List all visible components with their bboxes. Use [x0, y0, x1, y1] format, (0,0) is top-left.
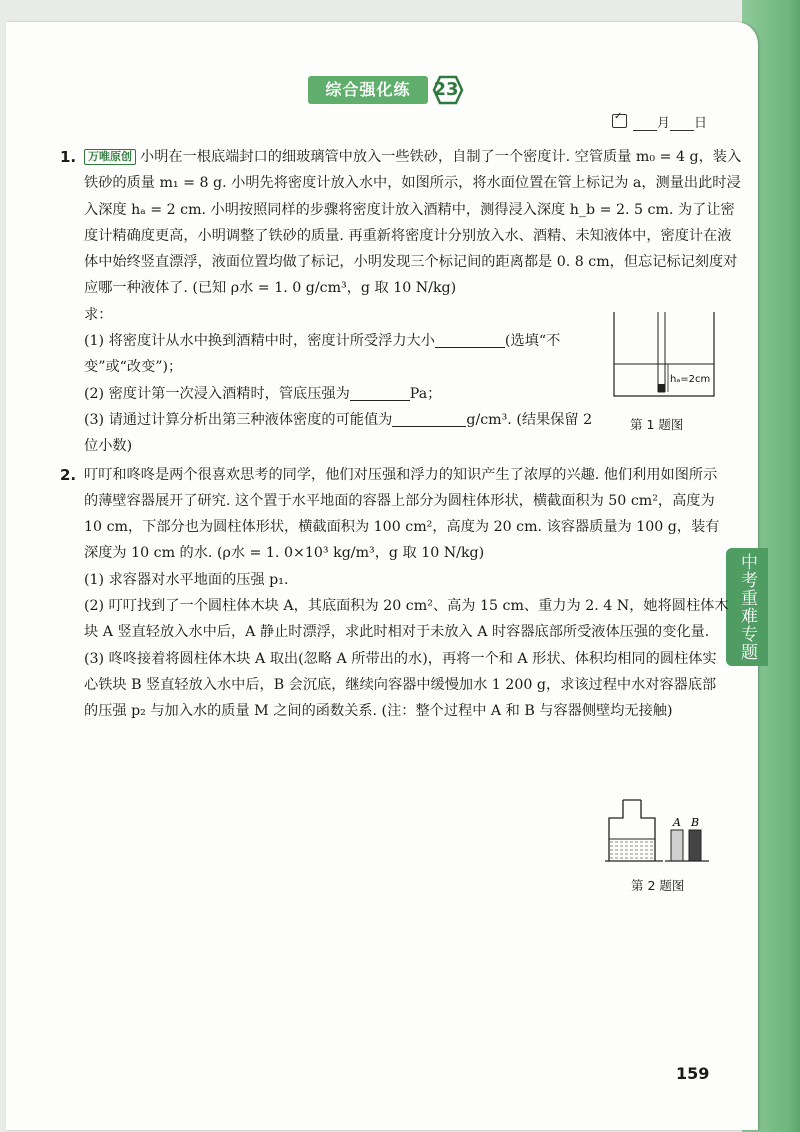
question-2-part-1: (1) 求容器对水平地面的压强 p₁. — [84, 571, 289, 588]
part-1-text: (1) 将密度计从水中换到酒精中时，密度计所受浮力大小 — [84, 333, 435, 350]
part-2-text: (2) 密度计第一次浸入酒精时，管底压强为 — [84, 385, 350, 402]
original-badge: 万唯原创 — [84, 149, 136, 165]
question-number: 2. — [60, 465, 77, 484]
question-2-text: 叮叮和咚咚是两个很喜欢思考的同学，他们对压强和浮力的知识产生了浓厚的兴趣. 他们利用如图所示的薄壁容器展开了研究. 这个置于水平地面的容器上部分为圆柱体形状，横截面积为 50 cm²，高度为 10 cm，下部分也为圆柱体形状，横截面积为 100 cm²，高度为 20 cm. 该容器质量为 100 g，装有深度为 10 cm 的水. (ρ水 = 1. 0×10³ kg/m³，g 取 10 N/kg) — [84, 466, 720, 562]
answer-blank-1[interactable] — [435, 331, 505, 348]
section-number-badge — [428, 72, 464, 108]
part-2-text-tail: Pa； — [409, 385, 442, 402]
part-3-text-tail: g/cm³. (结果保留 2 位小数) — [84, 411, 593, 455]
side-tab: 中考重难专题 — [726, 548, 768, 666]
figure-1-caption: 第 1 题图 — [630, 417, 684, 432]
question-1-part-1 — [84, 328, 604, 381]
day-label: 日 — [694, 116, 708, 131]
label-a: A — [673, 816, 681, 829]
question-1-stem — [84, 144, 744, 302]
day-blank — [670, 118, 694, 131]
section-number: 23 — [433, 79, 459, 100]
figure-2-caption: 第 2 题图 — [631, 878, 685, 893]
label-b: B — [691, 816, 700, 829]
answer-blank-3[interactable] — [392, 410, 466, 427]
date-field — [612, 112, 707, 131]
calendar-check-icon — [612, 114, 627, 128]
question-1-text: 小明在一根底端封口的细玻璃管中放入一些铁砂，自制了一个密度计. 空管质量 m₀ = 4 g，装入铁砂的质量 m₁ = 8 g. 小明先将密度计放入水中，如图所示，将水面位置在管上标记为 a，测量出此时浸入深度 hₐ = 2 cm. 小明按照同样的步骤将密度计放入酒精中，测得浸入深度 h_b = 2. 5 cm. 为了让密度计精确度更高，小明调整了铁砂的质量. 再重新将密度计分别放入水、酒精、未知液体中，密度计在液体中始终竖直漂浮，液面位置均做了标记，小明发现三个标记间的距离都是 0. 8 cm，但忘记标记刻度对应哪一种液体了. (已知 ρ水 = 1. 0 g/cm³，g 取 10 N/kg) — [84, 149, 742, 297]
section-title: 综合强化练 — [308, 76, 428, 104]
question-number: 1. — [60, 148, 77, 166]
question-1-ask: 求： — [84, 306, 113, 323]
question-2 — [60, 462, 730, 725]
part-3-text: (3) 请通过计算分析出第三种液体密度的可能值为 — [84, 411, 393, 428]
page-number: 159 — [676, 1064, 710, 1083]
depth-label: hₐ=2cm — [670, 374, 711, 385]
question-2-part-3: (3) 咚咚接着将圆柱体木块 A 取出(忽略 A 所带出的水)，再将一个和 A 形状、体积均相同的圆柱体实心铁块 B 竖直轻放入水中后，B 会沉底，继续向容器中缓慢加水 1 200 g，求该过程中水对容器底部的压强 p₂ 与加入水的质量 M 之间的函数关系. (注：整个过程中 A 和 B 与容器侧壁均无接触) — [84, 650, 717, 720]
question-2-part-2: (2) 叮叮找到了一个圆柱体木块 A，其底面积为 20 cm²、高为 15 cm、重力为 2. 4 N，她将圆柱体木块 A 竖直轻放入水中后，A 静止时漂浮，求此时相对于未放入 A 时容器底部所受液体压强的变化量. — [84, 598, 729, 641]
figure-2-container — [605, 798, 715, 873]
answer-blank-2[interactable] — [350, 384, 410, 401]
part-1-text-tail: (选填“不变”或“改变”)； — [84, 333, 561, 376]
question-1-part-3 — [84, 407, 604, 460]
question-1-part-2 — [84, 381, 604, 407]
month-label: 月 — [657, 116, 671, 131]
month-blank — [633, 118, 657, 131]
